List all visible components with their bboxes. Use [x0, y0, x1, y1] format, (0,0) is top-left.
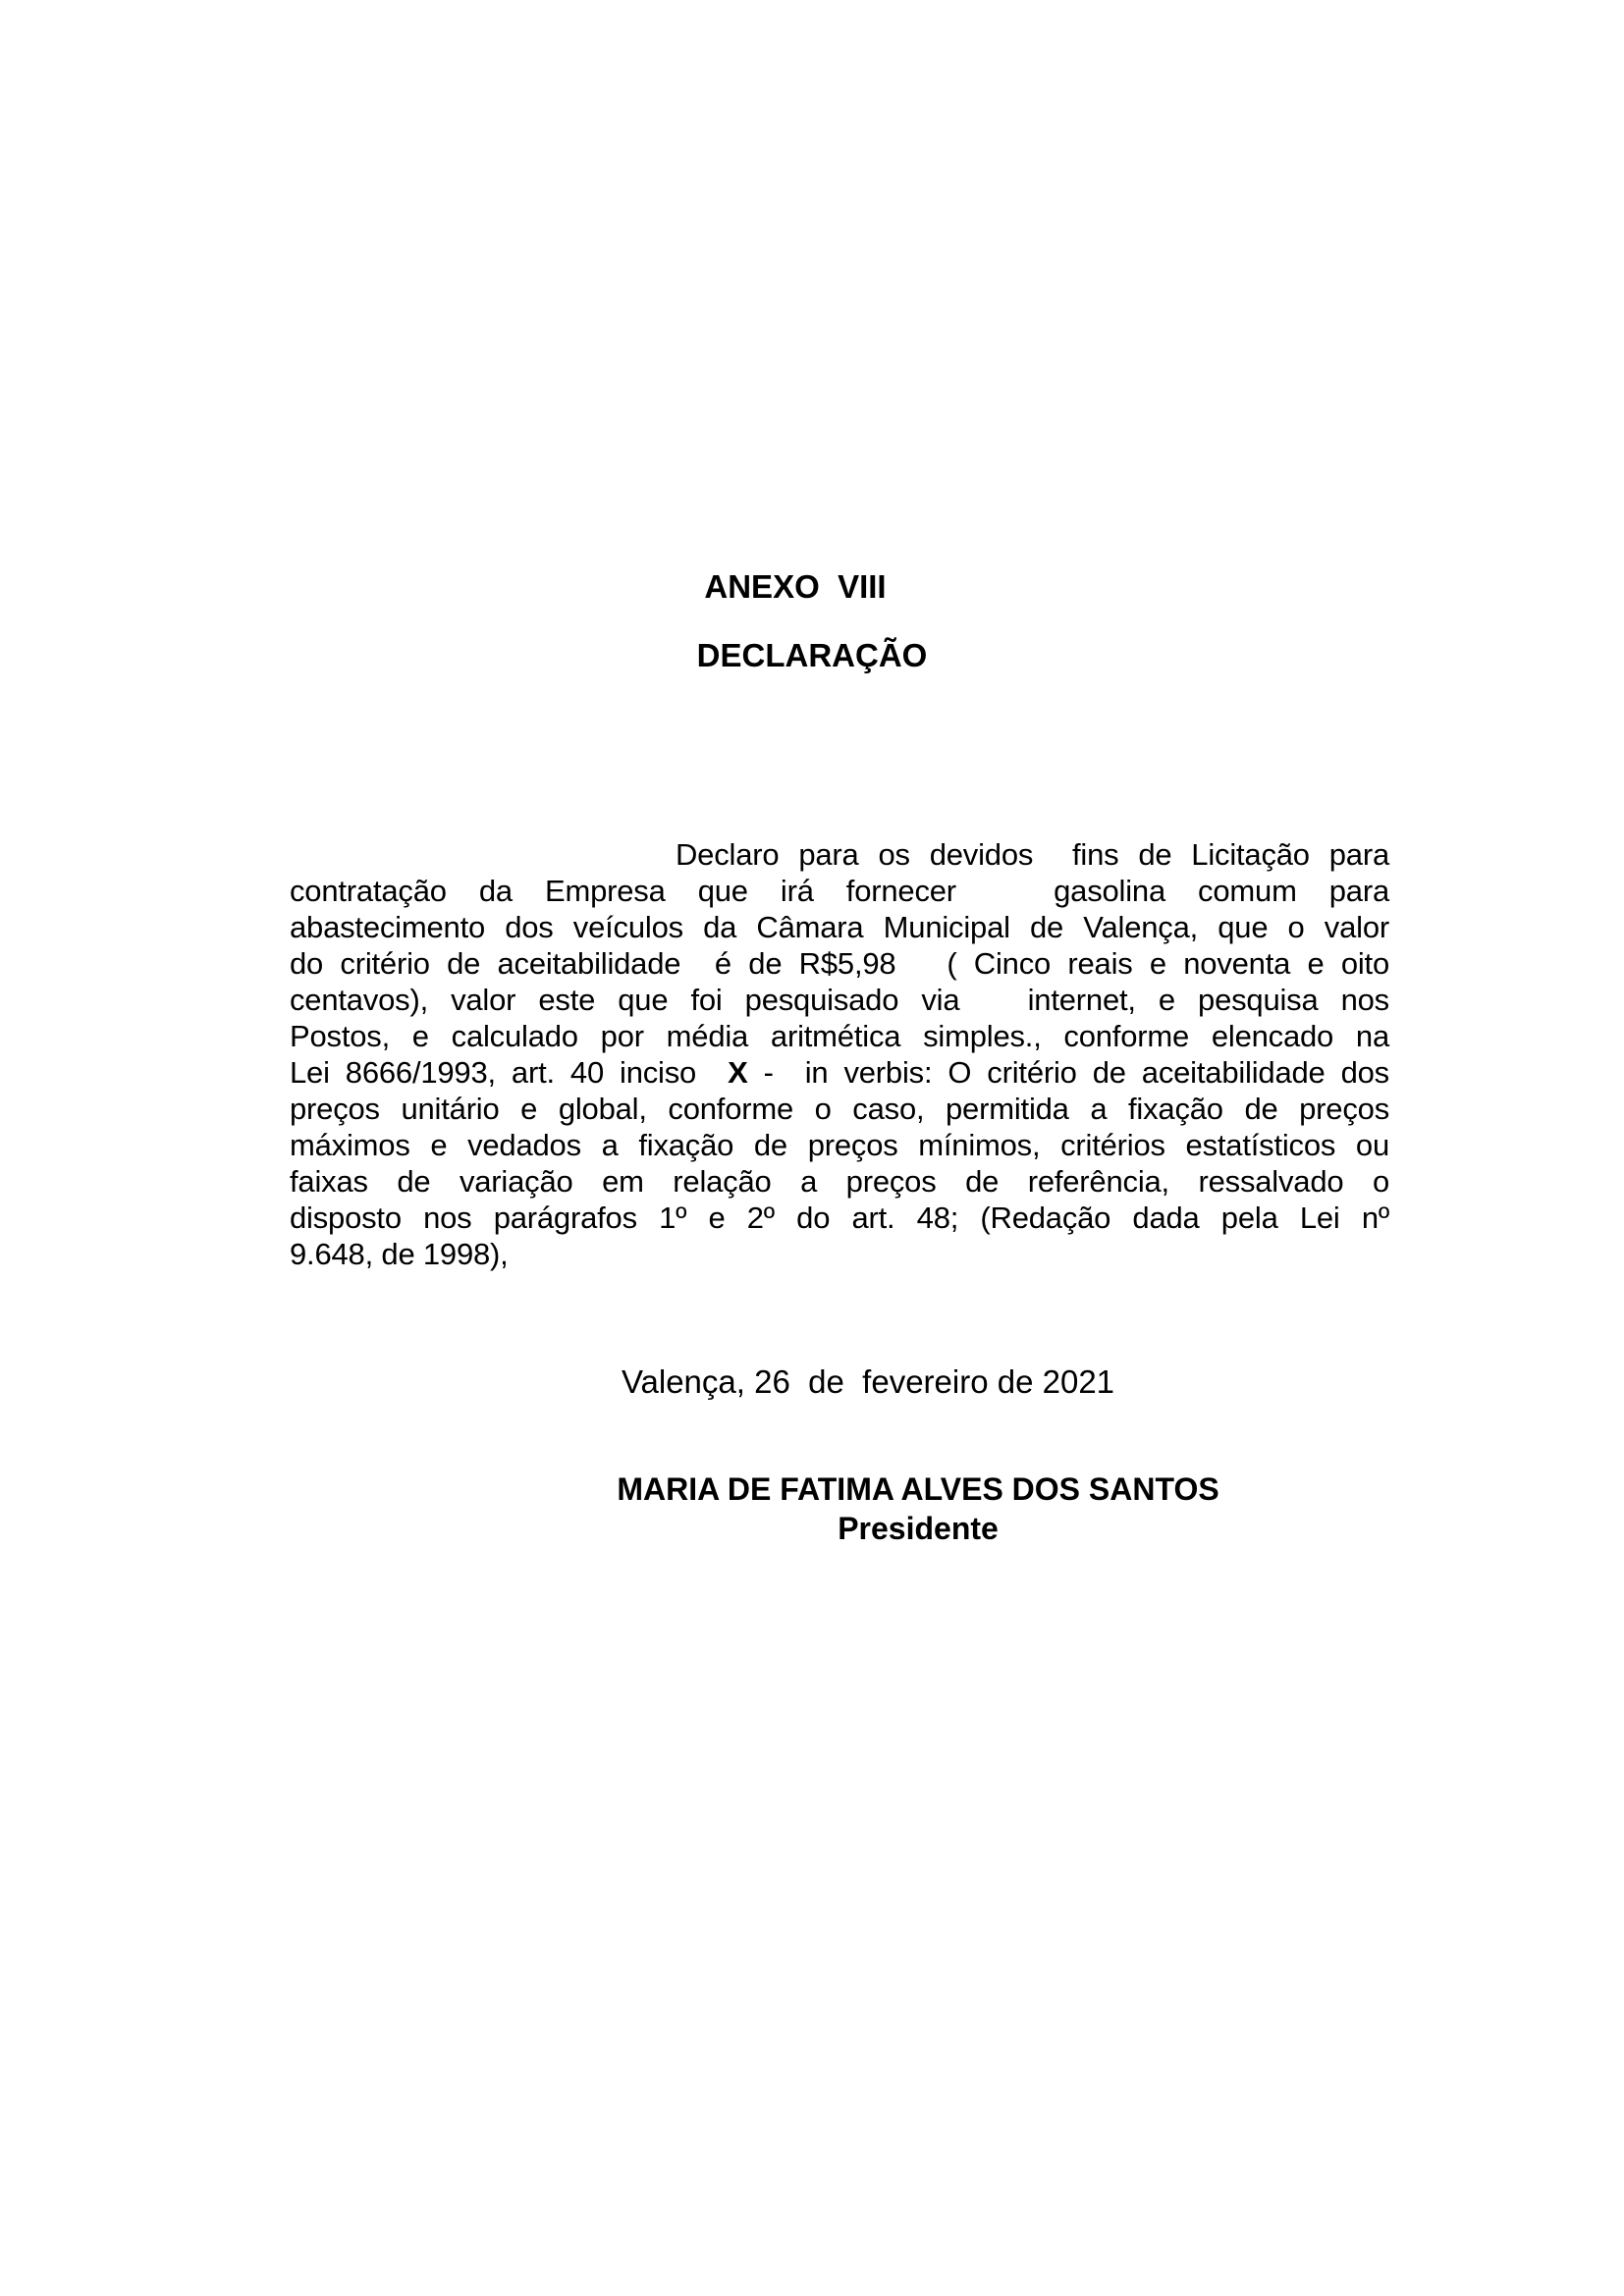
paragraph-line: Declaro para os devidos fins de Licitação para	[676, 837, 1389, 872]
paragraph-line: do critério de aceitabilidade é de R$5,98 ( Cinco reais e noventa e oito	[290, 946, 1389, 981]
law-citation-text: Lei 8666/1993, art. 40 inciso	[290, 1055, 729, 1090]
paragraph-line: 9.648, de 1998),	[290, 1237, 509, 1271]
paragraph-line: preços unitário e global, conforme o caso, permitida a fixação de preços	[290, 1092, 1389, 1126]
declaration-paragraph	[290, 836, 1389, 1272]
paragraph-line: Postos, e calculado por média aritmética simples., conforme elencado na	[290, 1019, 1389, 1053]
inciso-x-bold: X	[728, 1055, 748, 1090]
city-date-line: Valença, 26 de fevereiro de 2021	[621, 1363, 1115, 1400]
signatory-role: Presidente	[838, 1511, 999, 1546]
paragraph-line: centavos), valor este que foi pesquisado via internet, e pesquisa nos	[290, 983, 1389, 1017]
law-citation-text: - in verbis: O critério de aceitabilidade dos	[747, 1055, 1389, 1090]
paragraph-line: faixas de variação em relação a preços de referência, ressalvado o	[290, 1164, 1389, 1199]
paragraph-line: disposto nos parágrafos 1º e 2º do art. 48; (Redação dada pela Lei nº	[290, 1201, 1389, 1235]
paragraph-line: contratação da Empresa que irá fornecer gasolina comum para	[290, 874, 1389, 908]
signature-block	[368, 1469, 1468, 1548]
declaration-heading: DECLARAÇÃO	[696, 637, 928, 673]
paragraph-line	[290, 1054, 1389, 1091]
signatory-name: MARIA DE FATIMA ALVES DOS SANTOS	[617, 1471, 1219, 1507]
paragraph-line: máximos e vedados a fixação de preços mínimos, critérios estatísticos ou	[290, 1128, 1389, 1162]
annex-heading: ANEXO VIII	[704, 568, 887, 605]
paragraph-line: abastecimento dos veículos da Câmara Municipal de Valença, que o valor	[290, 910, 1389, 944]
